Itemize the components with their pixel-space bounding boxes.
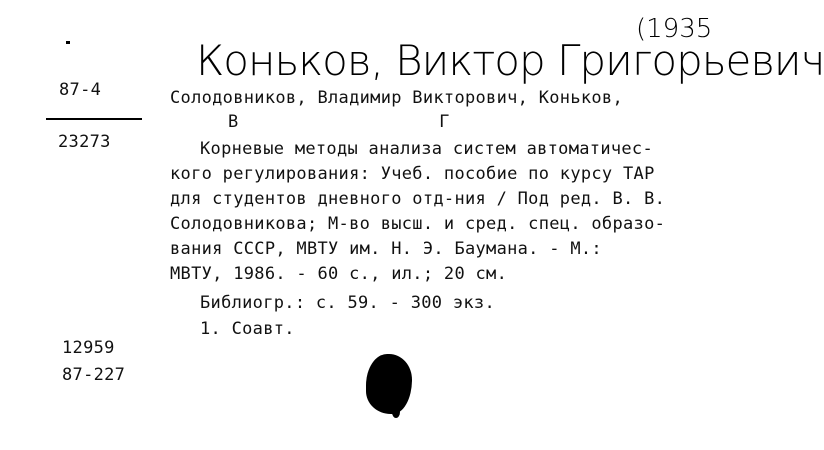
handwritten-initials: В Г [228, 112, 450, 132]
description-line: Корневые методы анализа систем автоматичес- [200, 139, 653, 159]
inventory-number: 23273 [58, 132, 111, 152]
authors-line: Солодовников, Владимир Викторович, Коньков, [170, 88, 623, 108]
shelf-number: 12959 [62, 338, 115, 358]
description-line: Солодовникова; М-во высш. и сред. спец. образо- [170, 214, 666, 234]
divider-line [46, 118, 142, 120]
catalog-number: 87-227 [62, 365, 126, 385]
classification-code: 87-4 [59, 80, 102, 100]
bibliography-note: Библиогр.: с. 59. - 300 экз. [200, 293, 495, 313]
description-line: вания СССР, МВТУ им. Н. Э. Баумана. - М.: [170, 239, 602, 259]
description-line: МВТУ, 1986. - 60 с., ил.; 20 см. [170, 264, 508, 284]
ink-mark [66, 41, 70, 44]
description-line: для студентов дневного отд-ния / Под ред. В. В. [170, 189, 666, 209]
card-punch-hole [366, 354, 412, 414]
coauthor-tracing: 1. Соавт. [200, 319, 295, 339]
handwritten-author-name: Коньков, Виктор Григорьевич [196, 36, 824, 85]
card-punch-hole-tip [392, 406, 400, 418]
handwritten-birth-year: (1935 [636, 14, 713, 44]
description-line: кого регулирования: Учеб. пособие по курсу ТАР [170, 164, 655, 184]
